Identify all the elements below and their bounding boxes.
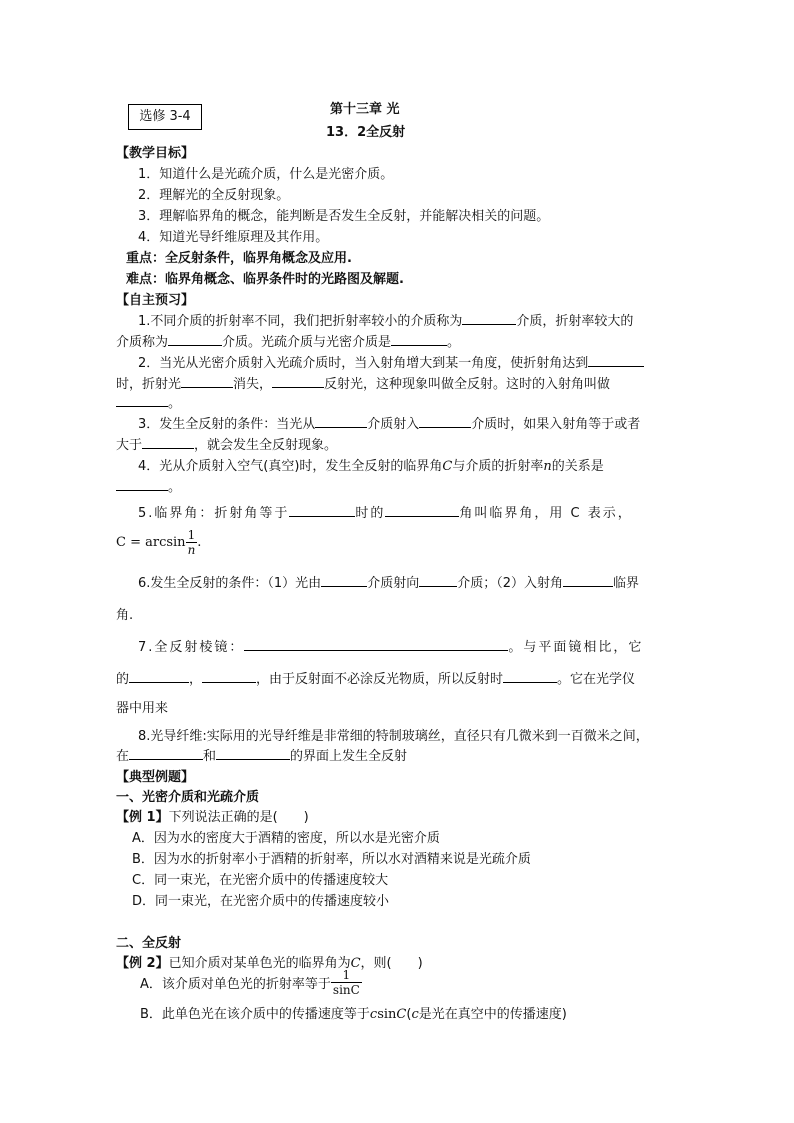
preview-q2-line1 — [138, 352, 644, 371]
q1-text-d: 介质。光疏介质与光密介质是 — [222, 335, 392, 350]
critical-angle-formula — [116, 528, 201, 557]
speed-of-light-c: c — [369, 1007, 378, 1022]
q7-text-c: 的 — [116, 672, 130, 687]
preview-q8-line2 — [116, 745, 407, 764]
section-title: 13．2全反射 — [326, 125, 406, 140]
example-2-option-b-text: B．此单色光在该介质中的传播速度等于 — [140, 1007, 370, 1022]
example-2-question-b: ，则( ) — [360, 956, 423, 971]
q2-text-a: 2．当光从光密介质射入光疏介质时，当入射角增大到某一角度，使折射角达到 — [138, 356, 589, 371]
example-2-option-b — [140, 1003, 567, 1022]
q8-text-a: 8.光导纤维:实际用的光导纤维是非常细的特制玻璃丝，直径只有几微米到一百微米之间， — [138, 729, 649, 744]
q6-text-e: 角. — [116, 608, 134, 623]
answer-blank — [391, 331, 447, 346]
preview-q6-line1 — [138, 572, 639, 591]
course-label-box — [128, 104, 202, 130]
q5-text-b: 时的 — [355, 506, 386, 521]
q4-text-a: 4．光从介质射入空气(真空)时，发生全反射的临界角 — [138, 459, 443, 474]
formula-end: . — [197, 535, 202, 550]
q5-text-a: 5.临界角：折射角等于 — [138, 506, 290, 521]
fraction-numerator: 1 — [342, 968, 351, 982]
example-1-option: B．因为水的折射率小于酒精的折射率，所以水对酒精来说是光疏介质 — [132, 852, 531, 867]
q1-text-c: 介质称为 — [116, 335, 169, 350]
sin-function: sin — [377, 1007, 397, 1022]
answer-blank — [129, 745, 203, 760]
example-2-option-b-note: 是光在真空中的传播速度) — [418, 1007, 567, 1022]
examples-heading: 【典型例题】 — [116, 770, 195, 785]
answer-blank — [419, 572, 457, 587]
q7-text-b: 。与平面镜相比，它 — [508, 640, 644, 655]
example-2-option-a — [140, 968, 362, 997]
preview-q7-line2 — [116, 668, 635, 687]
answer-blank — [321, 572, 367, 587]
q6-text-a: 6.发生全反射的条件：（1）光由 — [138, 576, 322, 591]
preview-q3-line2 — [116, 434, 337, 453]
answer-blank — [181, 373, 233, 388]
objective-item: 3．理解临界角的概念，能判断是否发生全反射，并能解决相关的问题。 — [138, 209, 550, 224]
answer-blank — [244, 636, 508, 651]
answer-blank — [142, 434, 194, 449]
answer-blank — [503, 668, 557, 683]
fraction-denominator: sinC — [332, 983, 360, 997]
preview-q4-line1 — [138, 455, 604, 474]
formula-lhs: C = arcsin — [116, 535, 186, 550]
example-2-tag: 【例 2】 — [116, 956, 169, 971]
q1-text-b: 介质，折射率较大的 — [516, 314, 634, 329]
q6-text-b: 介质射向 — [367, 576, 420, 591]
q2-text-d: 反射光，这种现象叫做全反射。这时的入射角叫做 — [324, 377, 611, 392]
answer-blank — [116, 476, 168, 491]
example-1-option: C．同一束光，在光密介质中的传播速度较大 — [132, 873, 389, 888]
chapter-title: 第十三章 光 — [330, 102, 400, 117]
example-1-option: D．同一束光，在光密介质中的传播速度较小 — [132, 894, 390, 909]
answer-blank — [272, 373, 324, 388]
preview-q3-line1 — [138, 413, 640, 432]
example-2-option-a-text: A．该介质对单色光的折射率等于 — [140, 977, 331, 992]
example-1-question: 下列说法正确的是( ) — [168, 810, 309, 825]
objective-item: 4．知道光导纤维原理及其作用。 — [138, 230, 329, 245]
objectives-heading: 【教学目标】 — [116, 146, 195, 161]
answer-blank — [563, 572, 613, 587]
example-1-stem — [116, 806, 309, 825]
q1-text-e: 。 — [447, 335, 461, 350]
q4-text-c: 与介质的折射率 — [452, 459, 544, 474]
examples-section-2: 二、全反射 — [116, 936, 182, 951]
formula-fraction — [186, 528, 198, 557]
example-1-option: A．因为水的密度大于酒精的密度，所以水是光密介质 — [132, 831, 440, 846]
q2-text-b: 时，折射光 — [116, 377, 182, 392]
q3-text-e: ，就会发生全反射现象。 — [194, 438, 338, 453]
q3-text-b: 介质射入 — [367, 417, 420, 432]
preview-q5-line1 — [138, 502, 633, 521]
preview-q1-line1 — [138, 310, 633, 329]
q7-text-a: 7.全反射棱镜： — [138, 640, 245, 655]
objective-item: 2．理解光的全反射现象。 — [138, 188, 290, 203]
q4-text-f: 。 — [168, 480, 182, 495]
key-point: 重点：全反射条件，临界角概念及应用. — [126, 251, 352, 266]
q2-text-c: 消失， — [233, 377, 273, 392]
example-2-option-a-fraction — [331, 968, 362, 997]
answer-blank — [385, 502, 459, 517]
objective-item: 1．知道什么是光疏介质，什么是光密介质。 — [138, 167, 394, 182]
q6-text-d: 临界 — [612, 576, 639, 591]
course-label: 选修 3-4 — [139, 109, 191, 124]
q4-text-e: 的关系是 — [551, 459, 604, 474]
answer-blank — [202, 668, 256, 683]
q3-text-a: 3．发生全反射的条件：当光从 — [138, 417, 316, 432]
examples-section-1: 一、光密介质和光疏介质 — [116, 790, 260, 805]
q8-text-d: 的界面上发生全反射 — [290, 749, 408, 764]
preview-q7-line1 — [138, 636, 643, 655]
q7-text-f: 。它在光学仪 — [557, 672, 636, 687]
answer-blank — [216, 745, 290, 760]
q8-text-c: 和 — [203, 749, 217, 764]
q7-text-e: ，由于反射面不必涂反光物质，所以反射时 — [256, 672, 504, 687]
answer-blank — [129, 668, 189, 683]
q7-text-d: ， — [189, 672, 203, 687]
preview-q2-line3 — [116, 392, 181, 411]
answer-blank — [419, 413, 471, 428]
q6-text-c: 介质；（2）入射角 — [457, 576, 563, 591]
preview-q2-line2 — [116, 373, 610, 392]
preview-q4-line2 — [116, 476, 181, 495]
q4-var-c: C — [442, 459, 453, 474]
angle-c: C — [396, 1007, 407, 1022]
formula-denominator: n — [187, 543, 196, 557]
answer-blank — [168, 331, 222, 346]
example-2-question-a: 已知介质对某单色光的临界角为 — [168, 956, 351, 971]
example-1-tag: 【例 1】 — [116, 810, 169, 825]
answer-blank — [315, 413, 367, 428]
q8-text-b: 在 — [116, 749, 130, 764]
example-2-var-c: C — [350, 956, 361, 971]
q3-text-c: 介质时，如果入射角等于或者 — [471, 417, 641, 432]
q3-text-d: 大于 — [116, 438, 143, 453]
speed-of-light-c-note: c — [411, 1007, 419, 1022]
preview-q1-line2 — [116, 331, 460, 350]
open-paren: ( — [406, 1007, 412, 1022]
q7-text-g: 器中用来 — [116, 701, 169, 716]
q1-text-a: 1.不同介质的折射率不同，我们把折射率较小的介质称为 — [138, 314, 463, 329]
q4-var-n: n — [543, 459, 552, 474]
answer-blank — [462, 310, 516, 325]
q2-text-e: 。 — [168, 396, 182, 411]
answer-blank — [588, 352, 644, 367]
difficulty-point: 难点：临界角概念、临界条件时的光路图及解题. — [126, 272, 404, 287]
formula-numerator: 1 — [187, 528, 196, 542]
answer-blank — [116, 392, 168, 407]
q5-text-c: 角叫临界角，用 C 表示， — [459, 506, 633, 521]
preview-heading: 【自主预习】 — [116, 293, 195, 308]
answer-blank — [289, 502, 355, 517]
